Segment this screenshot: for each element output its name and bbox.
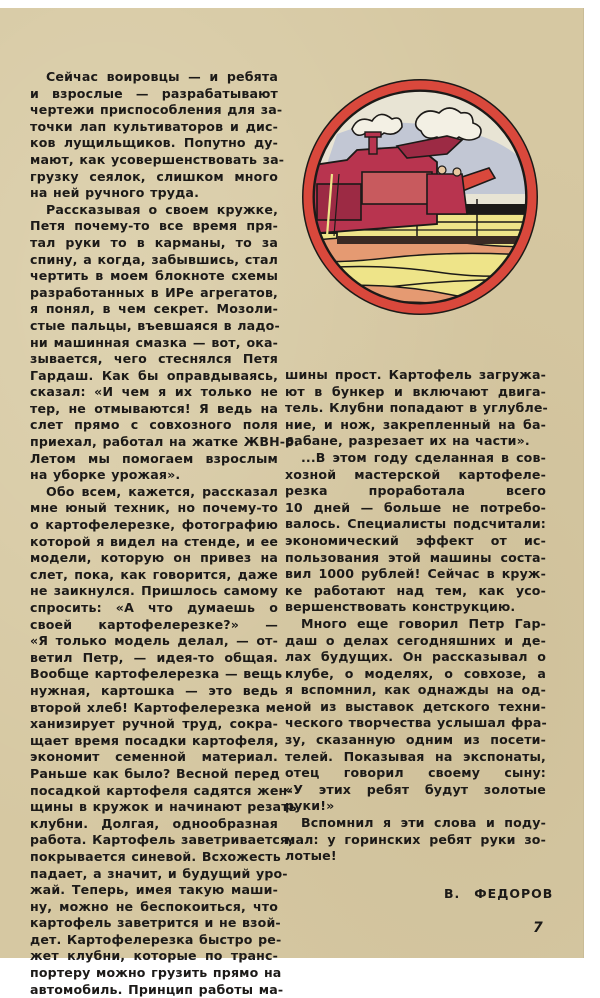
text-line: тель. Клубни попадают в углубле-	[285, 400, 548, 416]
text-line: стые пальцы, въевшаяся в ладо-	[30, 317, 280, 333]
text-line: ков лущильщиков. Попутно ду-	[30, 135, 278, 151]
text-line: слет прямо с совхозного поля	[30, 417, 278, 433]
text-line: Рассказывая о своем кружке,	[46, 201, 278, 217]
text-line: портеру можно грузить прямо на	[30, 965, 282, 981]
text-line: Гардаш. Как бы оправдываясь,	[30, 367, 278, 383]
text-line: автомобиль. Принцип работы ма-	[30, 981, 284, 997]
text-line: спину, а когда, забывшись, стал	[30, 251, 278, 267]
text-line: клубе, о моделях, о совхозе, а	[285, 665, 546, 681]
text-line: щает время посадки картофеля,	[30, 732, 279, 748]
text-line: Раньше как было? Весной перед	[30, 765, 280, 781]
text-line: покрывается синевой. Всхожесть	[30, 848, 281, 864]
text-line: лотые!	[285, 848, 337, 864]
magazine-page	[0, 8, 583, 997]
text-line: второй хлеб! Картофелерезка ме-	[30, 699, 291, 715]
text-line: «У этих ребят будут золотые	[285, 781, 546, 797]
text-line: своей картофелерезке?» —	[30, 616, 278, 632]
text-line: даш о делах сегодняшних и де-	[285, 632, 546, 648]
text-line: грузку сеялок, слишком много	[30, 168, 278, 184]
text-line: вершенствовать конструкцию.	[285, 599, 516, 615]
text-line: валось. Специалисты подсчитали:	[285, 516, 546, 532]
text-line: ветил Петр, — идея-то общая.	[30, 649, 278, 665]
text-line: на уборке урожая».	[30, 467, 181, 483]
combine-harvester-icon	[297, 74, 543, 320]
author-initial: В.	[444, 886, 461, 901]
text-line: щины в кружок и начинают резать	[30, 799, 297, 815]
author-surname: ФЕДОРОВ	[474, 886, 554, 901]
text-line: ке работают над тем, как усо-	[285, 582, 546, 598]
text-line: тал руки то в карманы, то за	[30, 234, 278, 250]
text-line: рабане, разрезает их на части».	[285, 433, 530, 449]
text-line: ние, и нож, закрепленный на ба-	[285, 416, 546, 432]
text-line: Сейчас воировцы — и ребята	[46, 69, 278, 84]
text-line: ханизирует ручной труд, сокра-	[30, 716, 278, 732]
text-line: ческого творчества услышал фра-	[285, 715, 547, 731]
text-line: работа. Картофель заветривается,	[30, 832, 294, 848]
text-line: спросить: «А что думаешь о	[30, 600, 278, 615]
text-line: жай. Теперь, имея такую маши-	[30, 882, 278, 898]
text-line: лах будущих. Он рассказывал о	[285, 649, 546, 665]
text-line: клубни. Долгая, однообразная	[30, 815, 278, 831]
text-line: нужная, картошка — это ведь	[30, 682, 278, 698]
text-line: сказал: «И чем я их только не	[30, 384, 278, 400]
text-line: о картофелерезке, фотографию	[30, 517, 278, 533]
author-byline	[444, 886, 553, 901]
text-line: приехал, работал на жатке ЖВН-6.	[30, 434, 299, 450]
text-line: экономит семенной материал.	[30, 749, 278, 765]
text-line: хозной мастерской картофеле-	[285, 466, 546, 482]
text-line: слет, пока, как говорится, даже	[30, 566, 278, 582]
text-line: Петя почему-то все время пря-	[30, 218, 278, 234]
text-line: точки лап культиваторов и дис-	[30, 118, 278, 134]
text-line: шины прост. Картофель загружа-	[285, 367, 546, 382]
text-line: картофель заветрится и не взой-	[30, 915, 281, 931]
text-line: тер, не отмываются! Я ведь на	[30, 400, 278, 416]
text-line: Вообще картофелерезка — вещь	[30, 666, 283, 682]
text-line: не заикнулся. Пришлось самому	[30, 583, 278, 599]
text-line: 10 дней — больше не потребо-	[285, 499, 546, 515]
text-line: зу, сказанную одним из посети-	[285, 732, 546, 748]
text-line: Обо всем, кажется, рассказал	[46, 483, 278, 499]
text-line: «Я только модель делал, — от-	[30, 633, 278, 649]
text-line: жет клубни, которые по транс-	[30, 948, 278, 964]
text-line: мал: у горинских ребят руки зо-	[285, 831, 546, 847]
text-line: Летом мы помогаем взрослым	[30, 450, 278, 466]
article-column-right	[285, 367, 546, 865]
text-line: мают, как усовершенствовать за-	[30, 151, 285, 167]
text-line: посадкой картофеля садятся жен-	[30, 782, 293, 798]
text-line: разработанных в ИРе агрегатов,	[30, 284, 278, 300]
text-line: мне юный техник, но почему-то	[30, 500, 278, 516]
text-line: я понял, в чем секрет. Мозоли-	[30, 301, 278, 317]
combine-harvester-illustration	[297, 74, 543, 320]
text-line: я вспомнил, как однажды на од-	[285, 682, 546, 698]
text-line: зывается, чего стеснялся Петя	[30, 351, 278, 367]
text-line: ной из выставок детского техни-	[285, 698, 546, 714]
text-line: экономический эффект от ис-	[285, 532, 546, 548]
article-column-left	[30, 69, 299, 998]
text-line: Много еще говорил Петр Гар-	[301, 615, 546, 631]
text-line: резка проработала всего	[285, 483, 546, 499]
text-line: руки!»	[285, 798, 335, 814]
text-line: на ней ручного труда.	[30, 185, 200, 201]
text-line: Вспомнил я эти слова и поду-	[301, 815, 546, 831]
text-line: падает, а значит, и будущий уро-	[30, 865, 288, 881]
text-line: модели, которую он привез на	[30, 550, 278, 566]
text-line: чертежи приспособления для за-	[30, 102, 283, 118]
text-line: вил 1000 рублей! Сейчас в круж-	[285, 566, 546, 582]
page-number: 7	[533, 920, 543, 936]
text-line: пользования этой машины соста-	[285, 549, 546, 565]
text-line: дет. Картофелерезка быстро ре-	[30, 931, 282, 947]
text-line: ни машинная смазка — вот, ока-	[30, 334, 278, 350]
text-line: телей. Показывая на экспонаты,	[285, 748, 546, 764]
text-line: ют в бункер и включают двига-	[285, 383, 546, 399]
text-line: отец говорил своему сыну:	[285, 765, 546, 781]
text-line: ...В этом году сделанная в сов-	[301, 449, 546, 465]
text-line: и взрослые — разрабатывают	[30, 85, 278, 101]
text-line: ну, можно не беспокоиться, что	[30, 898, 278, 914]
text-line: которой я видел на стенде, и ее	[30, 533, 279, 549]
text-line: чертить в моем блокноте схемы	[30, 268, 278, 284]
